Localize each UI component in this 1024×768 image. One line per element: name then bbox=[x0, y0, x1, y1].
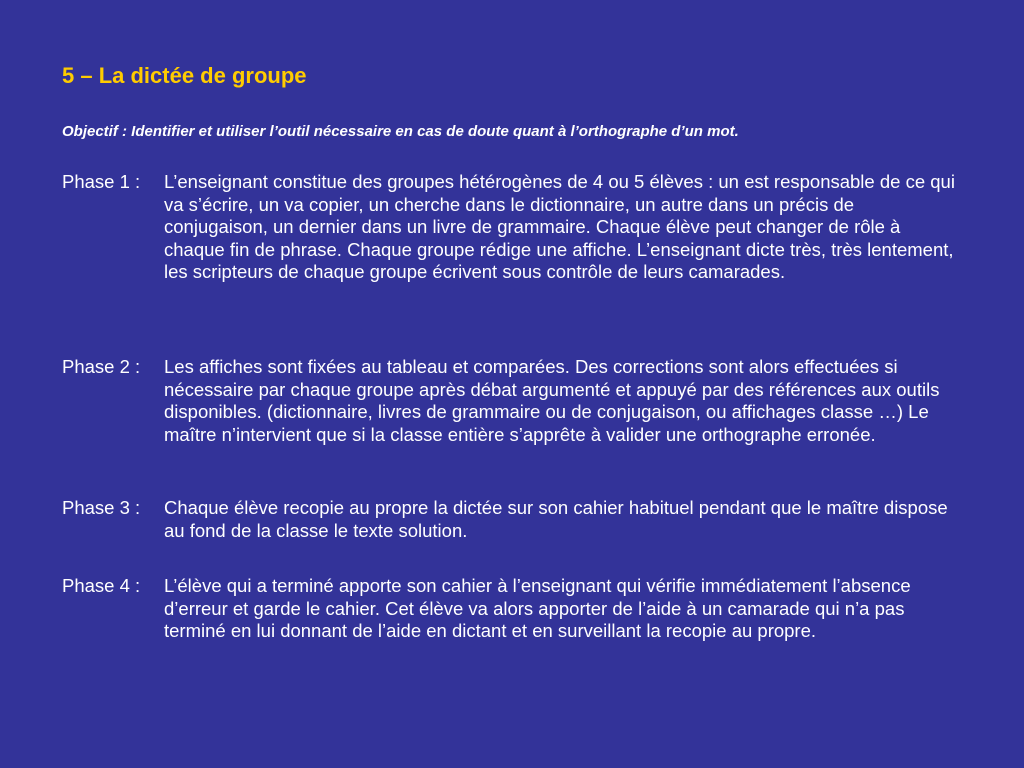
phase-4-label: Phase 4 : bbox=[62, 575, 141, 596]
phase-2-label: Phase 2 : bbox=[62, 356, 141, 377]
phase-4 bbox=[62, 575, 962, 643]
phase-1-label: Phase 1 : bbox=[62, 171, 141, 192]
phase-1 bbox=[62, 171, 962, 284]
phase-3-label: Phase 3 : bbox=[62, 497, 141, 518]
objective-text: Objectif : Identifier et utiliser l’outil nécessaire en cas de doute quant à l’orthographe d’un mot. bbox=[62, 123, 739, 140]
phase-4-text: L’élève qui a terminé apporte son cahier à l’enseignant qui vérifie immédiatement l’absence d’erreur et garde le cahier. Cet élève va alors apporter de l’aide à un camarade qui n’a pas terminé en lui donnant de l’aide en dictant et en surveillant la recopie au propre. bbox=[164, 575, 911, 641]
phase-2-text: Les affiches sont fixées au tableau et comparées. Des corrections sont alors effectuées si nécessaire par chaque groupe après débat argumenté et appuyé par des références aux outils disponibles. (dictionnaire, livres de grammaire ou de conjugaison, ou affichages classe …) Le maître n’intervient que si la classe entière s’apprête à valider une orthographe erronée. bbox=[164, 356, 940, 445]
phase-3-text: Chaque élève recopie au propre la dictée sur son cahier habituel pendant que le maître dispose au fond de la classe le texte solution. bbox=[164, 497, 948, 541]
phase-2 bbox=[62, 356, 962, 446]
phase-1-text: L’enseignant constitue des groupes hétérogènes de 4 ou 5 élèves : un est responsable de ce qui va s’écrire, un va copier, un cherche dans le dictionnaire, un autre dans un précis de conjugaison, un dernier dans un livre de grammaire. Chaque élève peut changer de rôle à chaque fin de phrase. Chaque groupe rédige une affiche. L’enseignant dicte très, très lentement, les scripteurs de chaque groupe écrivent sous contrôle de leurs camarades. bbox=[164, 171, 955, 282]
slide-title: 5 – La dictée de groupe bbox=[62, 63, 307, 88]
phase-3 bbox=[62, 497, 962, 542]
